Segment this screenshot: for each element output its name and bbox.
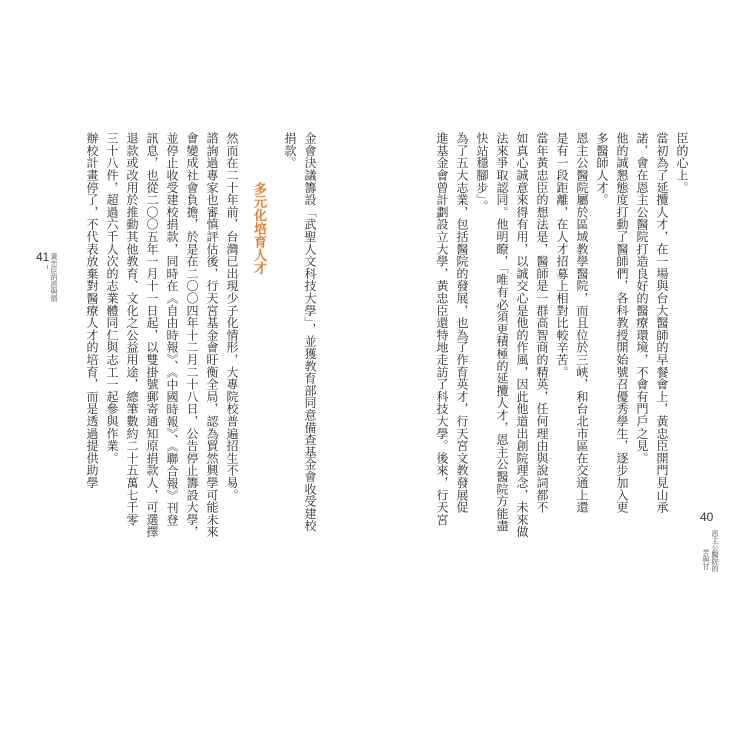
right-page-text-col-2: 當初為了延攬人才，在一場與台大醫師的早餐會上，黃忠臣開門見山承 <box>655 132 669 514</box>
left-page-text-col-9: 三十八件，超過六千人次的志業體同仁與志工一起參與作業。 <box>105 132 119 465</box>
left-page-running-title: 黃忠臣的恩與情 <box>50 253 58 302</box>
left-page-text-col-7: 訊息，也從二〇〇五年一月十一日起，以雙掛號郵寄通知原捐款人，可選擇 <box>145 132 159 538</box>
right-page-text-col-5: 多醫師人才。 <box>595 132 609 206</box>
left-page-number: 41 <box>36 250 50 264</box>
section-heading: 多元化培育人才 <box>251 182 266 276</box>
right-page-running-title-1: 恩主公醫院的 <box>711 530 719 572</box>
right-page-text-col-8: 當年黃忠臣的想法是，醫師是一群高智商的精英，任何理由與說詞都不 <box>535 132 549 514</box>
right-page-text-col-3: 諾，會在恩主公醫院打造良好的醫療環境，不會有門戶之見。 <box>635 132 649 465</box>
right-page-text-col-4: 他的誠懇態度打動了醫師們，各科教授開始號召優秀學生，逐步加入更 <box>615 132 629 514</box>
left-page-text-col-1: 金會決議籌設「武聖人文科技大學」，並獲教育部同意備查基金會收受建校 <box>303 132 317 532</box>
left-page-text-col-10: 辦校計畫停了，不代表放棄對醫療人才的培育，而是透過提供助學 <box>85 132 99 489</box>
left-page-text-col-6: 並停止收受建校捐款，同時在《自由時報》、《中國時報》、《聯合報》刊登 <box>165 132 179 527</box>
right-page-text-col-9: 如真心誠意來得有用，以誠交心是他的作風，因此他道出創院理念，未來做 <box>515 132 529 538</box>
right-page-text-col-6: 恩主公醫院屬於區域教學醫院，而且位於三峽，和台北市區在交通上還 <box>575 132 589 514</box>
right-page-text-col-1: 臣的心上。 <box>675 132 689 194</box>
left-page-text-col-4: 諮詢過專家也審慎評估後，行天宮基金會盱衡全局，認為貿然興學可能未來 <box>205 132 219 538</box>
left-page-text-col-2: 捐款。 <box>283 132 297 169</box>
folio-rule <box>47 265 48 269</box>
right-page-text-col-10: 法來爭取認同。他明瞭，「唯有必須更積極的延攬人才，恩主公醫院方能盡 <box>495 132 509 532</box>
left-page-text-col-3: 然而在二十年前，台灣已出現少子化情形，大專院校普遍招生不易。 <box>225 132 239 501</box>
left-page-text-col-5: 會變成社會負擔，於是在二〇〇四年十二月二十八日，公告停止籌設大學， <box>185 132 199 538</box>
right-page-text-col-7: 是有一段距離，在人才招募上相對比較辛苦。 <box>555 132 569 378</box>
right-page-text-col-12: 為了五大志業，包括醫院的發展，也為了作育英才，行天宮文教發展促 <box>455 132 469 514</box>
right-page-number: 40 <box>700 510 714 524</box>
right-page-text-col-13: 進基金會曾計劃設立大學，黃忠臣還特地走訪了科技大學。後來，行天宮 <box>435 132 449 526</box>
right-page-running-title-2: 苦與甘 <box>702 549 710 570</box>
left-page-text-col-8: 退款或改用於推動其他教育、文化之公益用途，總筆數約二十五萬七千零 <box>125 132 139 526</box>
right-page-text-col-11: 快站穩腳步」。 <box>475 132 489 213</box>
